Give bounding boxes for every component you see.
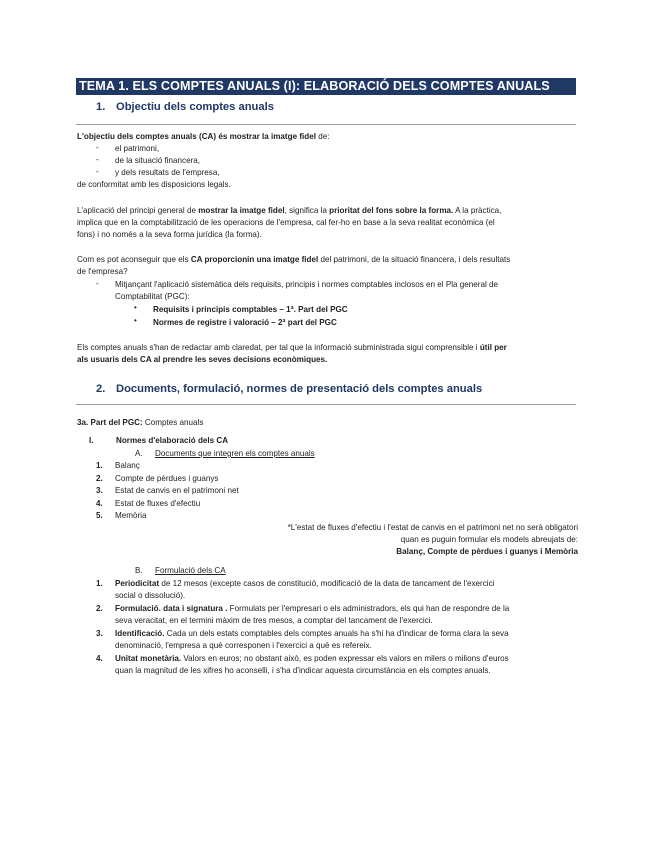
text-run: , significa la	[284, 206, 330, 215]
document-item: Estat de fluxes d'efectiu	[115, 499, 201, 508]
objective-item: el patrimoni,	[115, 144, 160, 153]
note-line2: quan es puguin formular els models abreujats de:	[400, 535, 578, 544]
paragraph-question-line1	[77, 254, 510, 266]
note-line1: *L'estat de fluxes d'efectiu i l'estat de canvis en el patrimoni net no serà obligatori	[287, 523, 578, 532]
paragraph-clarity-line2: als usuaris dels CA al prendre les seves decisions econòmiques.	[77, 355, 328, 364]
formulation-item-line2: quan la magnitud de les xifres ho aconselli, i s'ha d'indicar aquesta circumstància en els comptes anuals.	[115, 666, 491, 675]
paragraph-true-fair-view-line1	[77, 205, 501, 217]
formulation-item-line1	[115, 653, 509, 665]
formulation-item-line1	[115, 603, 509, 615]
text-run: L'aplicació del principi general de	[77, 206, 199, 215]
dash-bullet: -	[96, 155, 99, 164]
subsection-b-heading: Formulació dels CA	[155, 566, 226, 575]
formulation-item-line2: social o dissolució).	[115, 591, 186, 600]
formulation-item-line1	[115, 578, 494, 590]
section2-rule	[76, 404, 576, 405]
list-number: 2.	[96, 474, 103, 483]
text-run: de 12 mesos (excepte casos de constitució, modificació de la data de tancament de l'exercici	[159, 579, 495, 588]
bullet-icon: •	[134, 316, 137, 325]
text-run-bold: Unitat monetària.	[115, 654, 182, 663]
list-number: 3.	[96, 629, 103, 638]
roman-heading: Normes d'elaboració dels CA	[116, 436, 229, 445]
subsection-a-letter: A.	[135, 449, 143, 458]
section2-heading: Documents, formulació, normes de presentació dels comptes anuals	[116, 383, 483, 395]
text-run: Els comptes anuals s'han de redactar amb claredat, per tal que la informació subministrada sigui comprensible i	[77, 343, 480, 352]
list-number: 4.	[96, 499, 103, 508]
text-run: Valors en euros; no obstant això, es poden expressar els valors en milers o milions d'euros	[181, 654, 509, 663]
note-line3: Balanç, Compte de pèrdues i guanys i Memòria	[396, 547, 578, 556]
paragraph-true-fair-view-line2: implica que en la comptabilització de les operacions de l'empresa, cal fer-ho en base a la seva realitat econòmica (el	[77, 218, 495, 227]
list-number: 3.	[96, 486, 103, 495]
text-run-bold: mostrar la imatge fidel	[198, 206, 285, 215]
list-number: 2.	[96, 604, 103, 613]
paragraph-true-fair-view-line3: fons) i no només a la seva forma jurídica (la forma).	[77, 230, 262, 239]
bullet-icon: •	[134, 303, 137, 312]
list-number: 1.	[96, 579, 103, 588]
text-run: del patrimoni, de la situació financera, i dels resultats	[318, 255, 511, 264]
text-run-bold: prioritat del fons sobre la forma.	[329, 206, 454, 215]
objective-intro-rest: de:	[315, 132, 330, 141]
pgc-method-line2: Comptabilitat (PGC):	[115, 292, 190, 301]
objective-intro	[77, 131, 329, 143]
section1-rule	[76, 124, 576, 125]
text-run: A la pràctica,	[453, 206, 502, 215]
objective-item: y dels resultats de l'empresa,	[115, 168, 220, 177]
document-item: Compte de pèrdues i guanys	[115, 474, 219, 483]
list-number: 5.	[96, 511, 103, 520]
document-item: Balanç	[115, 461, 140, 470]
text-run: Cada un dels estats comptables dels comptes anuals ha s'hi ha d'indicar de forma clara la seva	[164, 629, 509, 638]
text-run-bold: Formulació. data i signatura .	[115, 604, 228, 613]
objective-item: de la situació financera,	[115, 156, 201, 165]
pgc-method-line1: Mitjançant l'aplicació sistemàtica dels requisits, principis i normes comptables inclosos en el Pla general de	[115, 280, 499, 289]
formulation-item-line2: denominació, l'empresa a què corresponen i l'exercici a què es refereix.	[115, 641, 372, 650]
pgc-part2-item: Normes de registre i valoració – 2ª part del PGC	[153, 318, 337, 327]
objective-intro-bold: L'objectiu dels comptes anuals (CA) és mostrar la imatge fidel	[77, 132, 316, 141]
document-item: Estat de canvis en el patrimoni net	[115, 486, 239, 495]
text-run: Com es pot aconseguir que els	[77, 255, 191, 264]
dash-bullet: -	[96, 279, 99, 288]
section2-number: 2.	[96, 383, 106, 395]
objective-closing: de conformitat amb les disposicions legals.	[77, 180, 231, 189]
dash-bullet: -	[96, 143, 99, 152]
document-item: Memòria	[115, 511, 147, 520]
list-number: 1.	[96, 461, 103, 470]
formulation-item-line1	[115, 628, 509, 640]
paragraph-clarity-line1	[77, 342, 507, 354]
text-run-bold: Identificació.	[115, 629, 165, 638]
text-run: Comptes anuals	[142, 418, 204, 427]
text-run-bold: 3a. Part del PGC:	[77, 418, 143, 427]
section1-number: 1.	[96, 101, 106, 113]
text-run-bold: CA proporcionin una imatge fidel	[190, 255, 319, 264]
list-number: 4.	[96, 654, 103, 663]
roman-numeral: I.	[89, 436, 94, 445]
text-run-bold: Periodicitat	[115, 579, 160, 588]
pgc-part3-label	[77, 417, 203, 429]
pgc-part1-item: Requisits i principis comptables – 1ª. Part del PGC	[153, 305, 348, 314]
dash-bullet: -	[96, 167, 99, 176]
document-title: TEMA 1. ELS COMPTES ANUALS (I): ELABORACIÓ DELS COMPTES ANUALS	[79, 79, 550, 93]
subsection-b-letter: B.	[135, 566, 143, 575]
text-run: Formulats per l'empresari o els administradors, els qui han de respondre de la	[227, 604, 510, 613]
paragraph-question-line2: de l'empresa?	[77, 267, 128, 276]
text-run-bold: útil per	[479, 343, 507, 352]
subsection-a-heading: Documents que integren els comptes anuals	[155, 449, 315, 458]
formulation-item-line2: seva veracitat, en el termini màxim de tres mesos, a comptar del tancament de l'exercici.	[115, 616, 433, 625]
section1-heading: Objectiu dels comptes anuals	[116, 101, 274, 113]
